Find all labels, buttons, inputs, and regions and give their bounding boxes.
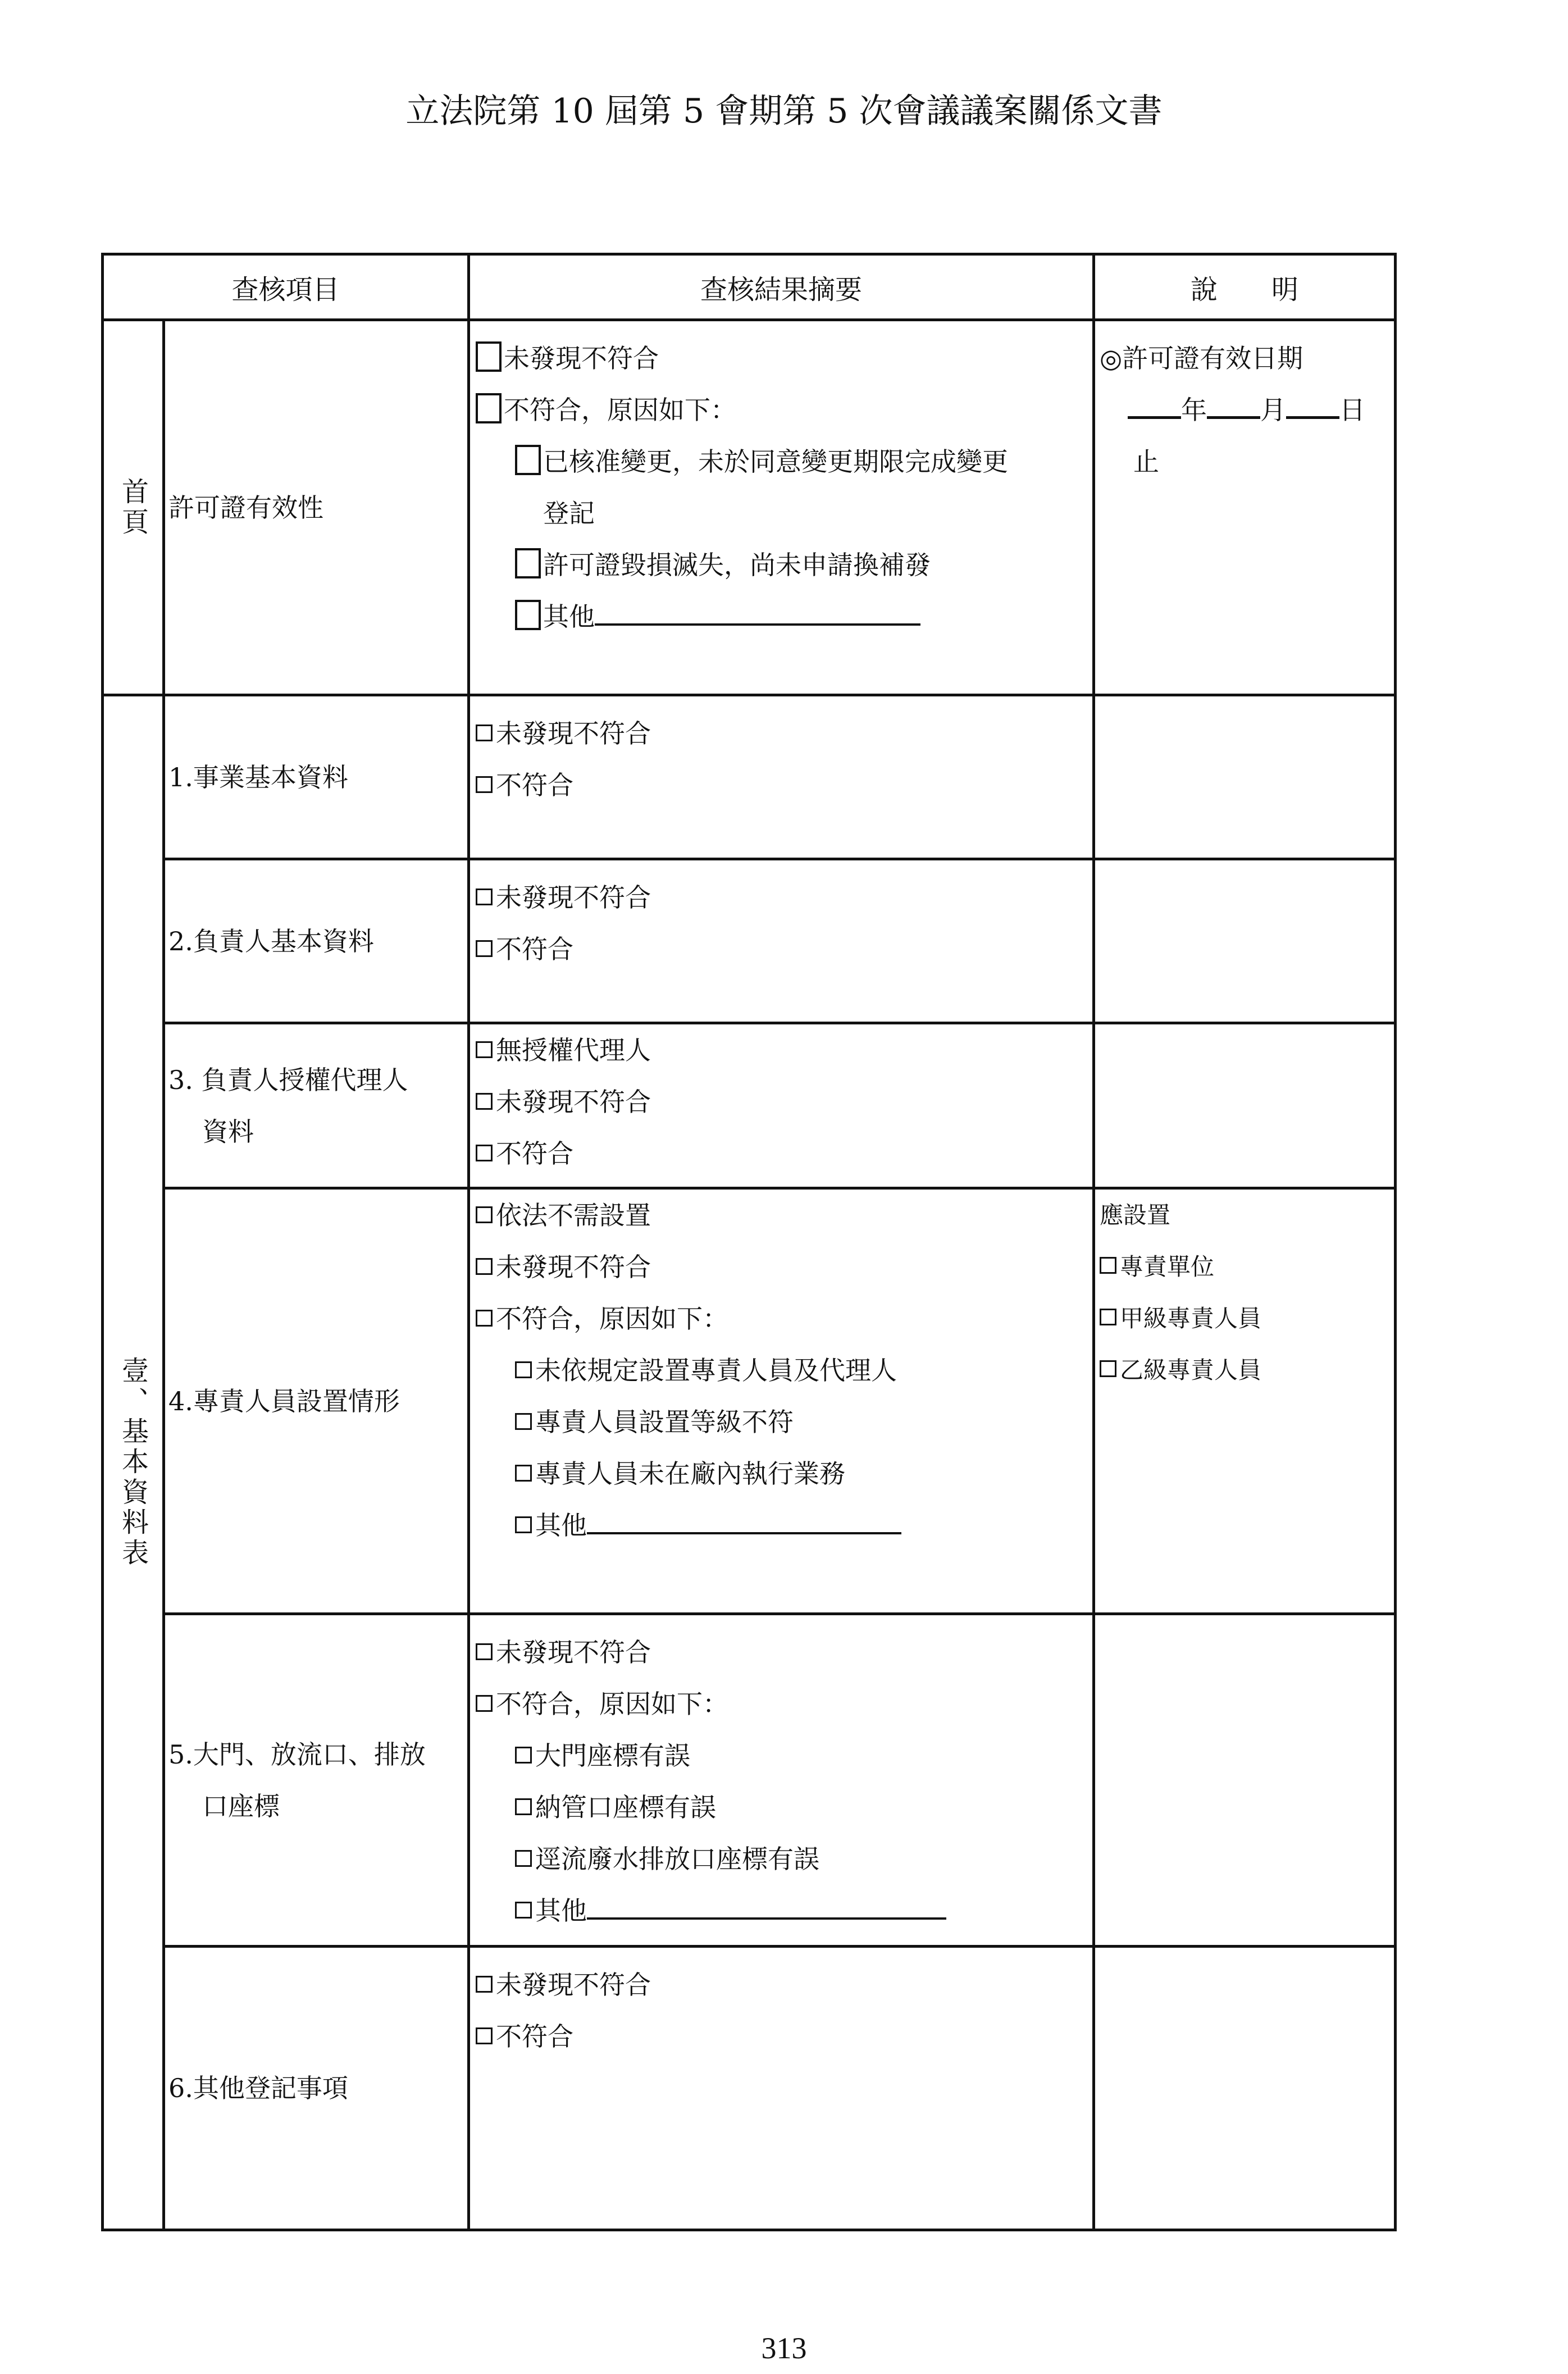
checkbox-option[interactable] <box>476 332 1092 384</box>
result-cell <box>469 1023 1094 1188</box>
option-label: 未發現不符合 <box>496 1252 651 1282</box>
checkbox-icon[interactable] <box>515 1361 532 1378</box>
checkbox-option[interactable] <box>476 1781 1092 1833</box>
checkbox-icon[interactable] <box>476 1258 493 1275</box>
checkbox-option[interactable] <box>476 384 1092 436</box>
option-label: 不符合，原因如下： <box>504 395 737 425</box>
checkbox-icon[interactable] <box>515 1850 532 1867</box>
checkbox-icon[interactable] <box>476 1310 493 1327</box>
checkbox-icon[interactable] <box>476 940 493 957</box>
result-cell <box>469 695 1094 859</box>
checkbox-icon[interactable] <box>476 1093 493 1110</box>
option-label: 不符合，原因如下： <box>496 1304 729 1334</box>
checkbox-icon[interactable] <box>476 888 493 905</box>
result-cell <box>469 320 1094 695</box>
option-label: 依法不需設置 <box>496 1200 651 1231</box>
option-label: 納管口座標有誤 <box>535 1792 717 1822</box>
option-label: 不符合 <box>496 1138 574 1169</box>
checkbox-option[interactable] <box>476 591 1092 643</box>
option-label: 乙級專責人員 <box>1120 1356 1262 1384</box>
checkbox-option[interactable] <box>1100 1293 1394 1345</box>
checkbox-option[interactable] <box>476 1500 1092 1551</box>
result-cell <box>469 1188 1094 1614</box>
note-cell <box>1094 320 1396 695</box>
checkbox-icon[interactable] <box>476 1643 493 1660</box>
note-cell <box>1094 1614 1396 1947</box>
checkbox-option[interactable] <box>476 436 1092 487</box>
day-label: 日 <box>1339 395 1366 425</box>
checkbox-option[interactable] <box>476 923 1092 975</box>
item-label-line: 口座標 <box>202 1790 280 1821</box>
checkbox-option[interactable] <box>476 1241 1092 1293</box>
checkbox-option[interactable] <box>476 759 1092 811</box>
option-label: 未發現不符合 <box>496 718 651 749</box>
checkbox-icon[interactable] <box>476 393 502 423</box>
option-label: 未發現不符合 <box>496 1637 651 1667</box>
section-label: 首頁 <box>117 477 149 538</box>
table-row <box>103 1947 1396 2230</box>
page-number: 313 <box>761 2331 807 2365</box>
result-cell <box>469 1614 1094 1947</box>
note-cell <box>1094 859 1396 1023</box>
checkbox-option[interactable] <box>476 1833 1092 1885</box>
option-label: 不符合 <box>496 770 574 800</box>
item-label-line: 3. 負責人授權代理人 <box>168 1064 408 1095</box>
table-row <box>103 859 1396 1023</box>
checkbox-option[interactable] <box>476 1448 1092 1500</box>
checkbox-option[interactable] <box>476 1190 1092 1241</box>
checkbox-option[interactable] <box>476 708 1092 759</box>
option-label: 無授權代理人 <box>496 1035 651 1065</box>
checkbox-option[interactable] <box>476 539 1092 591</box>
option-label: 專責人員設置等級不符 <box>535 1407 794 1437</box>
option-label: 不符合 <box>496 2021 574 2052</box>
section-label: 壹、基本資料表 <box>117 1356 149 1569</box>
item-label: 1.事業基本資料 <box>164 695 469 859</box>
checkbox-icon[interactable] <box>1100 1360 1116 1377</box>
option-label: 逕流廢水排放口座標有誤 <box>535 1844 820 1874</box>
option-label: 未發現不符合 <box>496 882 651 913</box>
note-cell <box>1094 1188 1396 1614</box>
document-title: 立法院第 10 屆第 5 會期第 5 次會議議案關係文書 <box>405 92 1163 131</box>
checkbox-icon[interactable] <box>476 1145 493 1161</box>
option-label: 專責人員未在廠內執行業務 <box>535 1459 846 1489</box>
checkbox-icon[interactable] <box>476 1206 493 1223</box>
checkbox-icon[interactable] <box>515 1798 532 1815</box>
checkbox-option[interactable] <box>476 1678 1092 1730</box>
item-label: 許可證有效性 <box>164 320 469 695</box>
option-label: 已核准變更，未於同意變更期限完成變更 <box>543 446 1009 477</box>
option-label: 大門座標有誤 <box>535 1740 691 1771</box>
result-cell <box>469 859 1094 1023</box>
item-label-line: 5.大門、放流口、排放 <box>168 1739 426 1770</box>
checkbox-icon[interactable] <box>476 776 493 793</box>
inspection-table <box>101 253 1397 2231</box>
result-cell <box>469 1947 1094 2230</box>
option-continuation: 登記 <box>543 498 595 528</box>
header-row <box>103 254 1396 320</box>
checkbox-option[interactable] <box>476 2011 1092 2062</box>
item-label: 4.專責人員設置情形 <box>164 1188 469 1614</box>
month-blank[interactable] <box>1207 394 1260 419</box>
checkbox-icon[interactable] <box>476 2027 493 2044</box>
blank-line[interactable] <box>587 1895 946 1920</box>
option-label: 甲級專責人員 <box>1120 1305 1262 1332</box>
checkbox-icon[interactable] <box>476 1041 493 1058</box>
checkbox-icon[interactable] <box>515 445 541 475</box>
note-cell <box>1094 1023 1396 1188</box>
year-blank[interactable] <box>1128 394 1181 419</box>
table-row <box>103 1614 1396 1947</box>
table-row <box>103 695 1396 859</box>
table-row-permit <box>103 320 1396 695</box>
item-label-line: 資料 <box>202 1116 254 1147</box>
section-basic-data <box>103 695 164 2230</box>
note-cell <box>1094 1947 1396 2230</box>
checkbox-option[interactable] <box>476 1076 1092 1128</box>
checkbox-icon[interactable] <box>476 724 493 741</box>
item-label <box>164 1023 469 1188</box>
checkbox-option[interactable] <box>476 1024 1092 1076</box>
item-label <box>164 1614 469 1947</box>
col-header-result: 查核結果摘要 <box>469 254 1094 320</box>
option-label: 其他 <box>543 602 595 632</box>
table-row <box>103 1188 1396 1614</box>
day-blank[interactable] <box>1286 394 1339 419</box>
note-end: 止 <box>1133 446 1160 477</box>
checkbox-option[interactable] <box>476 872 1092 923</box>
note-title: ◎許可證有效日期 <box>1100 343 1303 373</box>
checkbox-option[interactable] <box>476 1345 1092 1396</box>
year-label: 年 <box>1181 395 1207 425</box>
checkbox-icon[interactable] <box>476 1695 493 1712</box>
option-label: 其他 <box>535 1510 587 1541</box>
checkbox-icon[interactable] <box>476 341 502 372</box>
checkbox-icon[interactable] <box>515 548 541 578</box>
section-first-page <box>103 320 164 695</box>
col-header-note: 說 明 <box>1094 254 1396 320</box>
checkbox-icon[interactable] <box>476 1976 493 1993</box>
checkbox-option[interactable] <box>1100 1241 1394 1293</box>
checkbox-option[interactable] <box>476 1885 1092 1936</box>
table-row <box>103 1023 1396 1188</box>
checkbox-option[interactable] <box>476 1730 1092 1781</box>
checkbox-option[interactable] <box>476 1626 1092 1678</box>
checkbox-option[interactable] <box>476 1959 1092 2011</box>
option-label: 專責單位 <box>1120 1253 1215 1281</box>
item-label: 2.負責人基本資料 <box>164 859 469 1023</box>
item-label: 6.其他登記事項 <box>164 1947 469 2230</box>
checkbox-icon[interactable] <box>515 600 541 630</box>
checkbox-icon[interactable] <box>515 1747 532 1764</box>
checkbox-icon[interactable] <box>515 1516 532 1533</box>
checkbox-option[interactable] <box>476 1396 1092 1448</box>
checkbox-icon[interactable] <box>515 1413 532 1430</box>
option-label: 未發現不符合 <box>496 1087 651 1117</box>
checkbox-icon[interactable] <box>515 1465 532 1482</box>
month-label: 月 <box>1260 395 1287 425</box>
blank-line[interactable] <box>587 1510 901 1534</box>
note-title: 應設置 <box>1100 1201 1171 1229</box>
checkbox-icon[interactable] <box>1100 1257 1116 1274</box>
checkbox-icon[interactable] <box>515 1902 532 1919</box>
checkbox-icon[interactable] <box>1100 1309 1116 1325</box>
option-label: 未發現不符合 <box>504 343 659 373</box>
checkbox-option[interactable] <box>476 1128 1092 1179</box>
checkbox-option[interactable] <box>1100 1345 1394 1396</box>
note-cell <box>1094 695 1396 859</box>
blank-line[interactable] <box>595 601 920 626</box>
col-header-item: 查核項目 <box>103 254 469 320</box>
option-label: 未發現不符合 <box>496 1970 651 2000</box>
option-label: 不符合 <box>496 934 574 964</box>
option-label: 其他 <box>535 1895 587 1926</box>
checkbox-option[interactable] <box>476 1293 1092 1345</box>
option-label: 不符合，原因如下： <box>496 1689 729 1719</box>
option-label: 許可證毀損滅失，尚未申請換補發 <box>543 550 931 580</box>
option-label: 未依規定設置專責人員及代理人 <box>535 1355 897 1386</box>
